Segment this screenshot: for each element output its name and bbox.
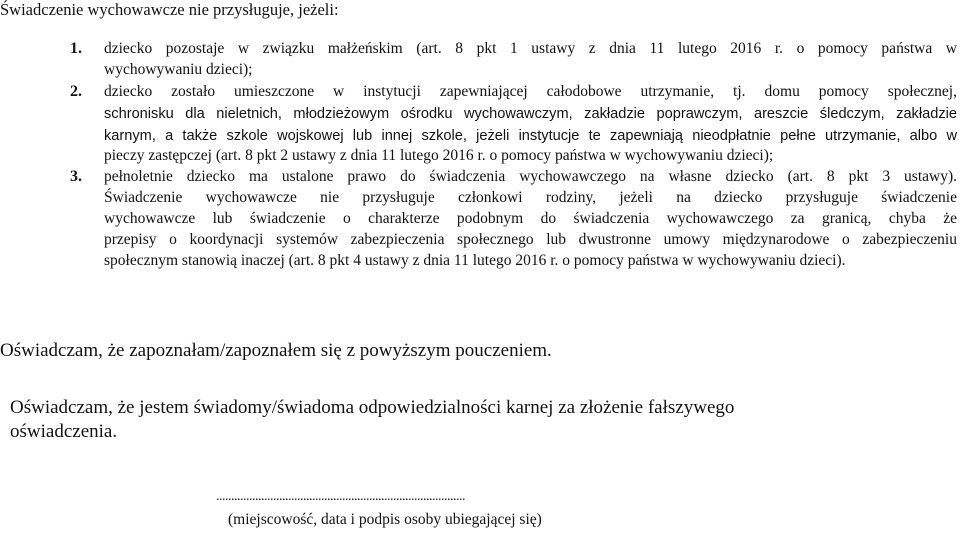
item-3-line-2: Świadczenie wychowawcze nie przysługuje członkowi rodziny, jeżeli na dziecko przysługuje świadczenie bbox=[104, 189, 957, 206]
item-2-line-2: schronisku dla nieletnich, młodzieżowym ośrodku wychowawczym, zakładzie poprawczym, areszcie śledczym, zakładzie bbox=[104, 106, 957, 122]
item-2-line-3: karnym, a także szkole wojskowej lub innej szkole, jeżeli instytucje te zapewniają nieodpłatnie pełne utrzymanie, albo w bbox=[104, 128, 957, 144]
item-number-1: 1. bbox=[70, 40, 82, 57]
item-number-3: 3. bbox=[70, 168, 82, 185]
signature-line: ................................................................................... bbox=[216, 489, 465, 504]
declaration-liability-line-2: oświadczenia. bbox=[10, 421, 118, 442]
item-2-line-4: pieczy zastępczej (art. 8 pkt 2 ustawy z dnia 11 lutego 2016 r. o pomocy państwa w wychowywaniu dzieci); bbox=[104, 147, 774, 164]
item-3-line-1: pełnoletnie dziecko ma ustalone prawo do świadczenia wychowawczego na własne dziecko (art. 8 pkt 3 ustawy). bbox=[104, 168, 957, 185]
item-1-line-1: dziecko pozostaje w związku małżeńskim (art. 8 pkt 1 ustawy z dnia 11 lutego 2016 r. o pomocy państwa w bbox=[104, 40, 957, 57]
signature-caption: (miejscowość, data i podpis osoby ubiegającej się) bbox=[228, 511, 542, 528]
item-number-2: 2. bbox=[70, 83, 82, 100]
item-1-line-2: wychowywaniu dzieci); bbox=[104, 61, 253, 78]
item-2-line-1: dziecko zostało umieszczone w instytucji zapewniającej całodobowe utrzymanie, tj. domu pomocy społecznej, bbox=[104, 83, 957, 100]
item-3-line-4: przepisy o koordynacji systemów zabezpieczenia społecznego lub dwustronne umowy międzynarodowe o zabezpieczeniu bbox=[104, 231, 957, 248]
section-heading: Świadczenie wychowawcze nie przysługuje, jeżeli: bbox=[0, 0, 339, 19]
declaration-liability-line-1: Oświadczam, że jestem świadomy/świadoma odpowiedzialności karnej za złożenie fałszywego bbox=[10, 397, 735, 418]
declaration-acknowledgement: Oświadczam, że zapoznałam/zapoznałem się z powyższym pouczeniem. bbox=[0, 340, 552, 361]
item-3-line-3: wychowawcze lub świadczenie o charakterze podobnym do świadczenia wychowawczego za granicą, chyba że bbox=[104, 210, 957, 227]
item-3-line-5: społecznym stanowią inaczej (art. 8 pkt 4 ustawy z dnia 11 lutego 2016 r. o pomocy państwa w wychowywaniu dzieci). bbox=[104, 252, 846, 269]
